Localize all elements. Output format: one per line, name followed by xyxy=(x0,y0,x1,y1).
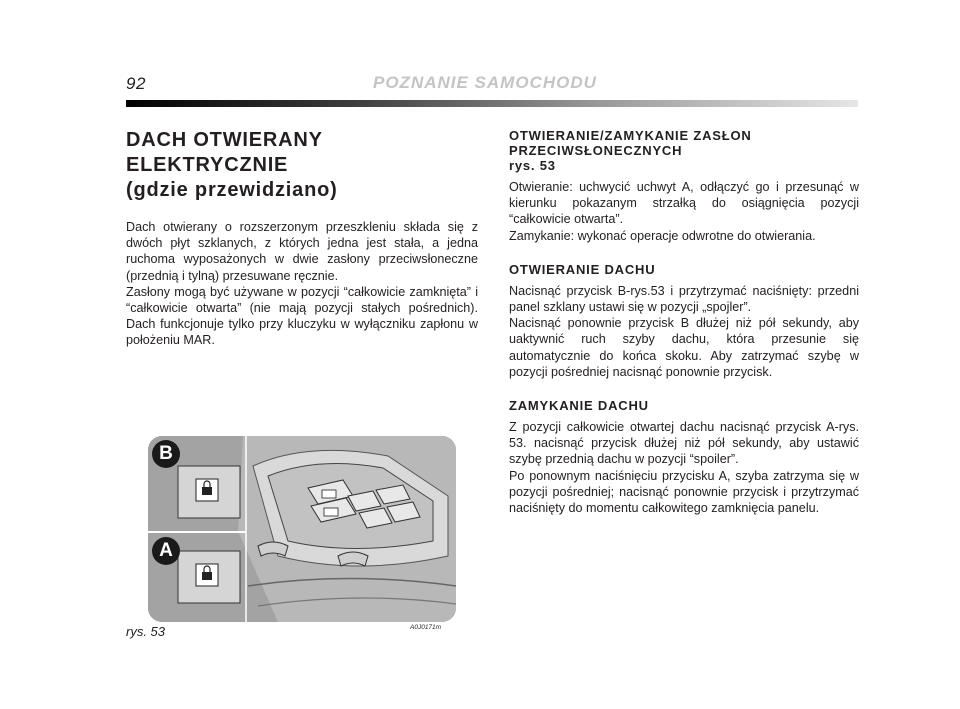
close-roof-text-1: Z pozycji całkowicie otwartej dachu nacisnąć przycisk A-rys. 53. nacisnąć przycisk dłużej niż pół sekundy, aby ustawić szybę przednią dachu w pozycji “spoiler”. xyxy=(509,420,859,467)
roof-switch-illustration xyxy=(148,436,456,622)
close-roof-text-2: Po ponownym naciśnięciu przycisku A, szyba zatrzyma się w pozycji pośredniej; nacisnąć ponownie przycisk i przytrzymać naciśnięty do momentu całkowitego zamknięcia panelu. xyxy=(509,468,859,516)
running-header: POZNANIE SAMOCHODU xyxy=(373,73,597,92)
section-title xyxy=(126,128,478,203)
figure-rys-53 xyxy=(148,436,456,622)
blinds-open-text: Otwieranie: uchwycić uchwyt A, odłączyć go i przesunąć w kierunku pokazanym strzałką do osiągnięcia pozycji “całkowicie otwarta”. xyxy=(509,180,859,227)
right-column xyxy=(509,128,859,534)
callout-b xyxy=(152,440,180,468)
open-roof-section xyxy=(509,262,859,380)
blinds-heading-line3: rys. 53 xyxy=(509,158,556,173)
open-roof-heading: OTWIERANIE DACHU xyxy=(509,261,656,277)
open-roof-text-2: Nacisnąć ponownie przycisk B dłużej niż pół sekundy, aby uaktywnić ruch szyby dachu, która przesunie się automatycznie do końca skoku. Aby zatrzymać szybę w pozycji pośredniej nacisnąć ponownie przycisk. xyxy=(509,316,859,379)
close-roof-section xyxy=(509,398,859,516)
section-title-line1: DACH OTWIERANY ELEKTRYCZNIE xyxy=(126,129,323,176)
callout-a-label: A xyxy=(159,540,173,561)
blinds-close-text: Zamykanie: wykonać operacje odwrotne do otwierania. xyxy=(509,228,816,243)
callout-b-label: B xyxy=(159,443,173,464)
figure-code: A0J0171m xyxy=(410,624,442,631)
callout-a xyxy=(152,537,180,565)
blinds-section xyxy=(509,128,859,244)
figure-caption: rys. 53 xyxy=(126,624,166,639)
intro-paragraph: Dach otwierany o rozszerzonym przeszkleniu składa się z dwóch płyt szklanych, z których jedna jest stała, a jedna ruchoma wyposażonych w dwie zasłony przeciwsłoneczne (przednią i tylną) przesuwane ręcznie. xyxy=(126,220,478,283)
open-roof-text-1: Nacisnąć przycisk B-rys.53 i przytrzymać naciśnięty: przedni panel szklany ustawi się w pozycji „spojler”. xyxy=(509,283,859,315)
blinds-heading xyxy=(509,128,859,173)
left-column xyxy=(126,128,478,349)
section-title-line2: (gdzie przewidziano) xyxy=(126,179,338,201)
close-roof-heading: ZAMYKANIE DACHU xyxy=(509,398,649,414)
header-rule xyxy=(126,100,858,107)
blinds-heading-line2: PRZECIWSŁONECZNYCH xyxy=(509,143,683,158)
blinds-heading-line1: OTWIERANIE/ZAMYKANIE ZASŁON xyxy=(509,128,752,143)
blinds-paragraph: Zasłony mogą być używane w pozycji “całkowicie zamknięta” i “całkowicie otwarta” (nie mają pozycji stałych pośrednich). Dach funkcjonuje tylko przy kluczyku w wyłączniku zapłonu w położeniu MAR. xyxy=(126,284,478,348)
page-number: 92 xyxy=(126,74,146,93)
